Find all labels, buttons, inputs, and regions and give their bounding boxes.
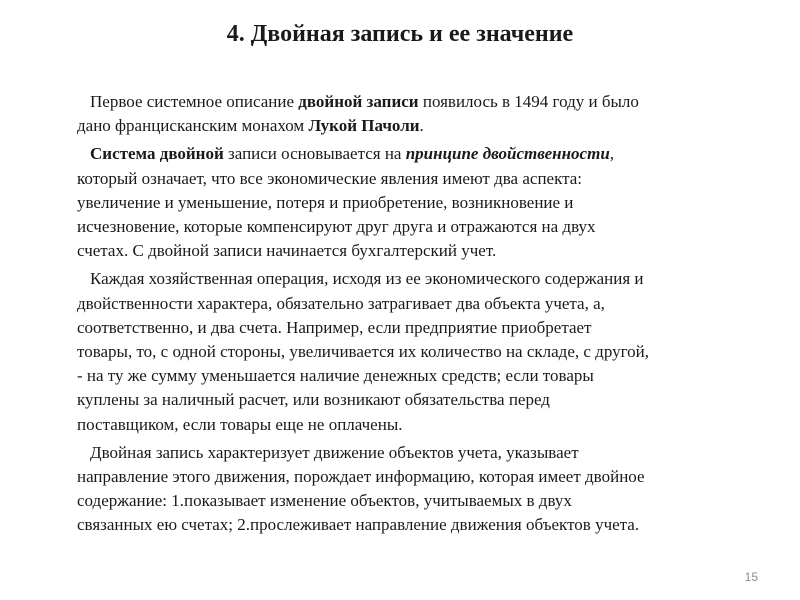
- text-line: [77, 413, 767, 437]
- text-line: [77, 316, 767, 340]
- text-run: появилось в 1494 году и было: [418, 92, 639, 111]
- text-run: товары, то, с одной стороны, увеличивается их количество на складе, с другой,: [77, 342, 649, 362]
- emphasized-term: Лукой Пачоли: [308, 116, 420, 136]
- text-run: исчезновение, которые компенсируют друг друга и отражаются на двух: [77, 217, 596, 237]
- page-number: 15: [744, 570, 758, 584]
- text-line: [77, 167, 767, 191]
- text-run: Двойная запись характеризует движение объектов учета, указывает: [90, 442, 579, 462]
- text-line: [77, 388, 767, 412]
- text-line: [77, 340, 767, 364]
- text-line: [77, 489, 767, 513]
- text-line: [77, 465, 767, 489]
- text-run: связанных ею счетах; 2.прослеживает направление движения объектов учета.: [77, 515, 640, 535]
- text-run: содержание: 1.показывает изменение объектов, учитываемых в двух: [77, 491, 572, 511]
- text-run: дано францисканским монахом: [77, 116, 309, 136]
- text-line: [77, 364, 767, 388]
- text-run: Первое системное описание: [90, 92, 299, 111]
- emphasized-term: двойной записи: [298, 92, 419, 111]
- text-run: поставщиком, если товары еще не оплачены.: [77, 414, 403, 434]
- paragraph: [77, 441, 767, 538]
- text-line: [77, 513, 767, 537]
- text-run: направление этого движения, порождает информацию, которая имеет двойное: [77, 467, 645, 487]
- text-line: [77, 441, 767, 465]
- text-run: .: [419, 116, 424, 136]
- paragraph: [77, 90, 767, 138]
- text-run: который означает, что все экономические явления имеют два аспекта:: [77, 168, 583, 188]
- text-run: Каждая хозяйственная операция, исходя из ее экономического содержания и: [90, 269, 644, 289]
- slide-title: 4. Двойная запись и ее значение: [226, 21, 574, 47]
- text-run: куплены за наличный расчет, или возникают обязательства перед: [77, 390, 550, 410]
- text-line: [77, 239, 767, 263]
- text-run: увеличение и уменьшение, потеря и приобретение, возникновение и: [77, 192, 574, 212]
- paragraph: [77, 267, 767, 436]
- slide-body-text: [77, 90, 767, 542]
- text-run: - на ту же сумму уменьшается наличие денежных средств; если товары: [77, 366, 594, 386]
- text-line: [77, 267, 767, 291]
- text-run: двойственности характера, обязательно затрагивает два объекта учета, а,: [77, 293, 605, 313]
- text-run: счетах. С двойной записи начинается бухгалтерский учет.: [77, 241, 497, 261]
- text-line: [77, 215, 767, 239]
- text-run: соответственно, и два счета. Например, если предприятие приобретает: [77, 317, 592, 337]
- text-line: [77, 114, 767, 138]
- text-run: записи основывается на: [223, 144, 406, 164]
- text-line: [77, 191, 767, 215]
- text-line: [77, 142, 767, 166]
- emphasized-term: Система двойной: [90, 144, 224, 164]
- text-line: [77, 292, 767, 316]
- paragraph: [77, 142, 767, 263]
- text-run: ,: [609, 144, 615, 164]
- text-line: [77, 90, 767, 114]
- emphasized-term: принципе двойственности: [405, 144, 610, 164]
